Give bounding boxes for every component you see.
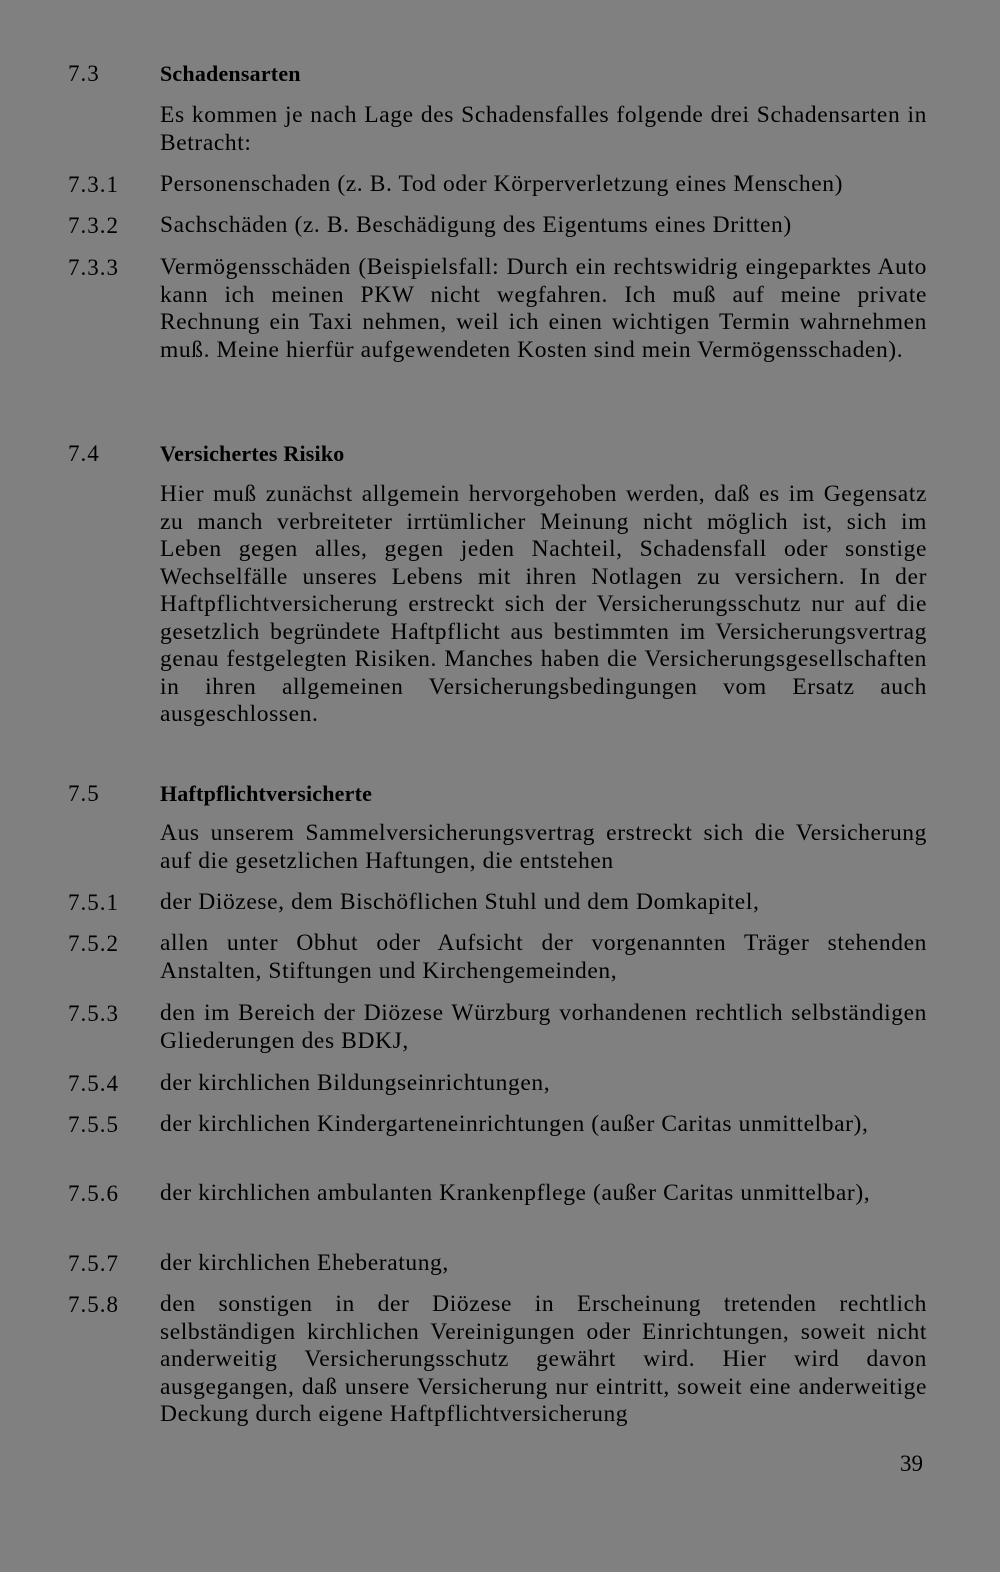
item-text: der kirchlichen ambulanten Krankenpflege (außer Caritas unmittelbar), (160, 1180, 871, 1206)
item-text: der kirchlichen Bildungseinrichtungen, (160, 1070, 551, 1096)
item-number: 7.5.4 (68, 1071, 119, 1096)
item-text: den sonstigen in der Diözese in Erscheinung tretenden rechtlich selbständigen kirchlichen Vereinigungen oder Einrichtungen, soweit nicht anderweitig Versicherungsschutz gewährt wird. Hier wird davon ausgegangen, daß unsere Versicherung nur eintritt, soweit eine anderweitige Deckung durch eigene Haftpflichtversicherung (160, 1291, 927, 1427)
item-number: 7.3.1 (68, 172, 119, 197)
item-text: Sachschäden (z. B. Beschädigung des Eigentums eines Dritten) (160, 212, 792, 238)
item-text: der kirchlichen Eheberatung, (160, 1250, 449, 1276)
section-heading: Schadensarten (160, 61, 301, 86)
item-number: 7.5.6 (68, 1181, 119, 1206)
paragraph: Aus unserem Sammelversicherungsvertrag erstreckt sich die Versicherung auf die gesetzlichen Haftungen, die entstehen (160, 820, 927, 874)
item-text: der kirchlichen Kindergarteneinrichtungen (außer Caritas unmittelbar), (160, 1111, 869, 1137)
item-text: Personenschaden (z. B. Tod oder Körperverletzung eines Menschen) (160, 171, 844, 197)
item-number: 7.3.2 (68, 213, 119, 238)
item-number: 7.5.7 (68, 1251, 119, 1276)
item-text: Vermögensschäden (Beispielsfall: Durch ein rechtswidrig eingeparktes Auto kann ich meinen PKW nicht wegfahren. Ich muß auf meine private Rechnung ein Taxi nehmen, weil ich einen wichtigen Termin wahrnehmen muß. Meine hierfür aufgewendeten Kosten sind mein Vermögensschaden). (160, 254, 927, 363)
page-number: 39 (900, 1451, 923, 1476)
item-number: 7.5.5 (68, 1112, 119, 1137)
section-number: 7.4 (68, 441, 100, 466)
item-number: 7.5.8 (68, 1292, 119, 1317)
item-number: 7.5.1 (68, 890, 119, 915)
section-heading: Versichertes Risiko (160, 441, 345, 466)
paragraph: Hier muß zunächst allgemein hervorgehoben werden, daß es im Gegensatz zu manch verbreiteter irrtümlicher Meinung nicht möglich ist, sich im Leben gegen alles, gegen jeden Nachteil, Schadensfall oder sonstige Wechselfälle unseres Lebens mit ihren Notlagen zu versichern. In der Haftpflichtversicherung erstreckt sich der Versicherungsschutz nur auf die gesetzlich begründete Haftpflicht aus bestimmten im Versicherungsvertrag genau festgelegten Risiken. Manches haben die Versicherungsgesellschaften in ihren allgemeinen Versicherungsbedingungen vom Ersatz auch ausgeschlossen. (160, 481, 927, 727)
paragraph: Es kommen je nach Lage des Schadensfalles folgende drei Schadensarten in Betracht: (160, 102, 927, 156)
item-number: 7.5.2 (68, 931, 119, 956)
section-number: 7.3 (68, 61, 100, 86)
item-number: 7.5.3 (68, 1001, 119, 1026)
item-text: allen unter Obhut oder Aufsicht der vorgenannten Träger stehenden Anstalten, Stiftungen und Kirchengemeinden, (160, 930, 927, 984)
item-text: der Diözese, dem Bischöflichen Stuhl und dem Domkapitel, (160, 889, 760, 915)
item-text: den im Bereich der Diözese Würzburg vorhandenen rechtlich selbständigen Gliederungen des BDKJ, (160, 1000, 927, 1054)
section-number: 7.5 (68, 781, 100, 806)
section-heading: Haftpflichtversicherte (160, 781, 373, 806)
item-number: 7.3.3 (68, 255, 119, 280)
